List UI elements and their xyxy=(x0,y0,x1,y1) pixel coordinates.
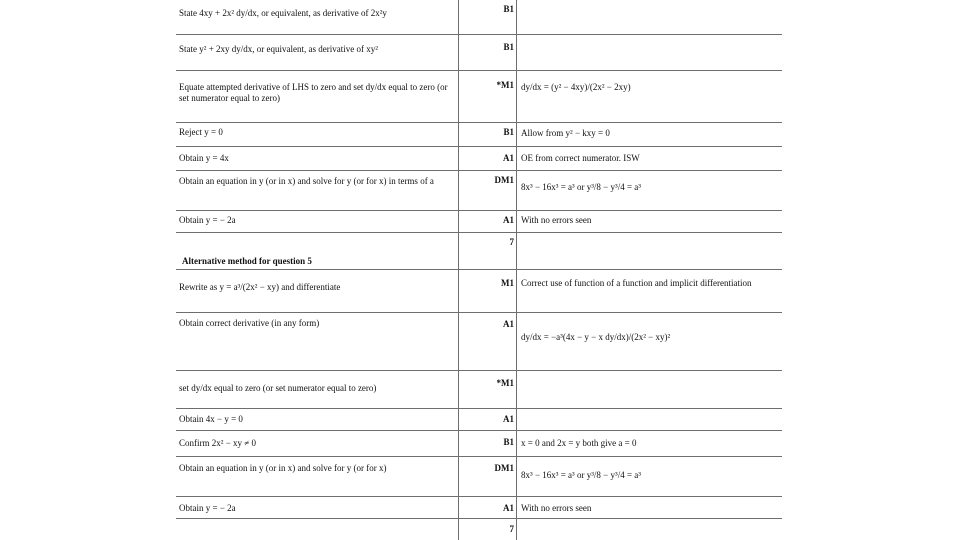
row-description: Obtain y = 4x xyxy=(179,153,229,163)
row-guidance: x = 0 and 2x = y both give a = 0 xyxy=(521,438,637,448)
table-row xyxy=(176,70,782,123)
table-row xyxy=(176,496,782,519)
row-total-mark: 7 xyxy=(509,237,514,247)
row-description: set dy/dx equal to zero (or set numerator equal to zero) xyxy=(179,383,377,393)
row-mark: DM1 xyxy=(494,463,514,473)
row-total-mark: 7 xyxy=(509,524,514,534)
row-guidance: dy/dx = −a³(4x − y − x dy/dx)/(2x² − xy)² xyxy=(521,332,671,342)
row-description: Obtain 4x − y = 0 xyxy=(179,414,243,424)
section-title: Alternative method for question 5 xyxy=(182,256,312,266)
row-description: Confirm 2x² − xy ≠ 0 xyxy=(179,438,256,448)
row-description: Obtain an equation in y (or in x) and solve for y (or for x) xyxy=(179,463,387,473)
row-description: Equate attempted derivative of LHS to zero and set dy/dx equal to zero (or set numerator equal to zero) xyxy=(179,82,448,103)
row-mark: *M1 xyxy=(496,80,514,90)
table-row-total xyxy=(176,518,782,540)
table-row xyxy=(176,408,782,431)
table-row xyxy=(176,370,782,409)
table-row xyxy=(176,34,782,71)
row-description: Reject y = 0 xyxy=(179,127,223,137)
table-row xyxy=(176,210,782,233)
row-description: Obtain an equation in y (or in x) and solve for y (or for x) in terms of a xyxy=(179,176,434,186)
row-guidance: 8x³ − 16x³ = a³ or y³/8 − y³/4 = a³ xyxy=(521,470,641,480)
row-mark: B1 xyxy=(503,437,514,447)
table-row-total xyxy=(176,232,782,250)
table-row xyxy=(176,122,782,147)
row-mark: A1 xyxy=(503,414,514,424)
row-guidance: OE from correct numerator. ISW xyxy=(521,153,640,163)
row-mark: B1 xyxy=(503,42,514,52)
row-guidance: With no errors seen xyxy=(521,503,592,513)
row-description: Obtain y = − 2a xyxy=(179,503,236,513)
row-guidance: Correct use of function of a function and implicit differentiation xyxy=(521,278,752,288)
table-row xyxy=(176,170,782,211)
table-row xyxy=(176,430,782,457)
row-guidance: With no errors seen xyxy=(521,215,592,225)
row-description: State y² + 2xy dy/dx, or equivalent, as derivative of xy² xyxy=(179,44,378,54)
row-description: Obtain y = − 2a xyxy=(179,215,236,225)
table-row xyxy=(176,146,782,171)
row-mark: B1 xyxy=(503,127,514,137)
table-row xyxy=(176,312,782,371)
row-description: Obtain correct derivative (in any form) xyxy=(179,318,320,328)
table-row xyxy=(176,0,782,35)
table-row xyxy=(176,456,782,497)
row-mark: *M1 xyxy=(496,378,514,388)
row-guidance: 8x³ − 16x³ = a³ or y³/8 − y³/4 = a³ xyxy=(521,182,641,192)
row-description: State 4xy + 2x² dy/dx, or equivalent, as derivative of 2x²y xyxy=(179,8,387,18)
row-mark: A1 xyxy=(503,153,514,163)
row-mark: A1 xyxy=(503,319,514,329)
row-guidance: Allow from y² − kxy = 0 xyxy=(521,128,610,138)
row-mark: A1 xyxy=(503,503,514,513)
row-mark: A1 xyxy=(503,215,514,225)
row-mark: B1 xyxy=(503,4,514,14)
row-mark: DM1 xyxy=(494,175,514,185)
row-guidance: dy/dx = (y² − 4xy)/(2x² − 2xy) xyxy=(521,82,631,92)
row-description: Rewrite as y = a³/(2x² − xy) and differentiate xyxy=(179,282,341,292)
row-mark: M1 xyxy=(501,278,514,288)
table-row xyxy=(176,270,782,313)
